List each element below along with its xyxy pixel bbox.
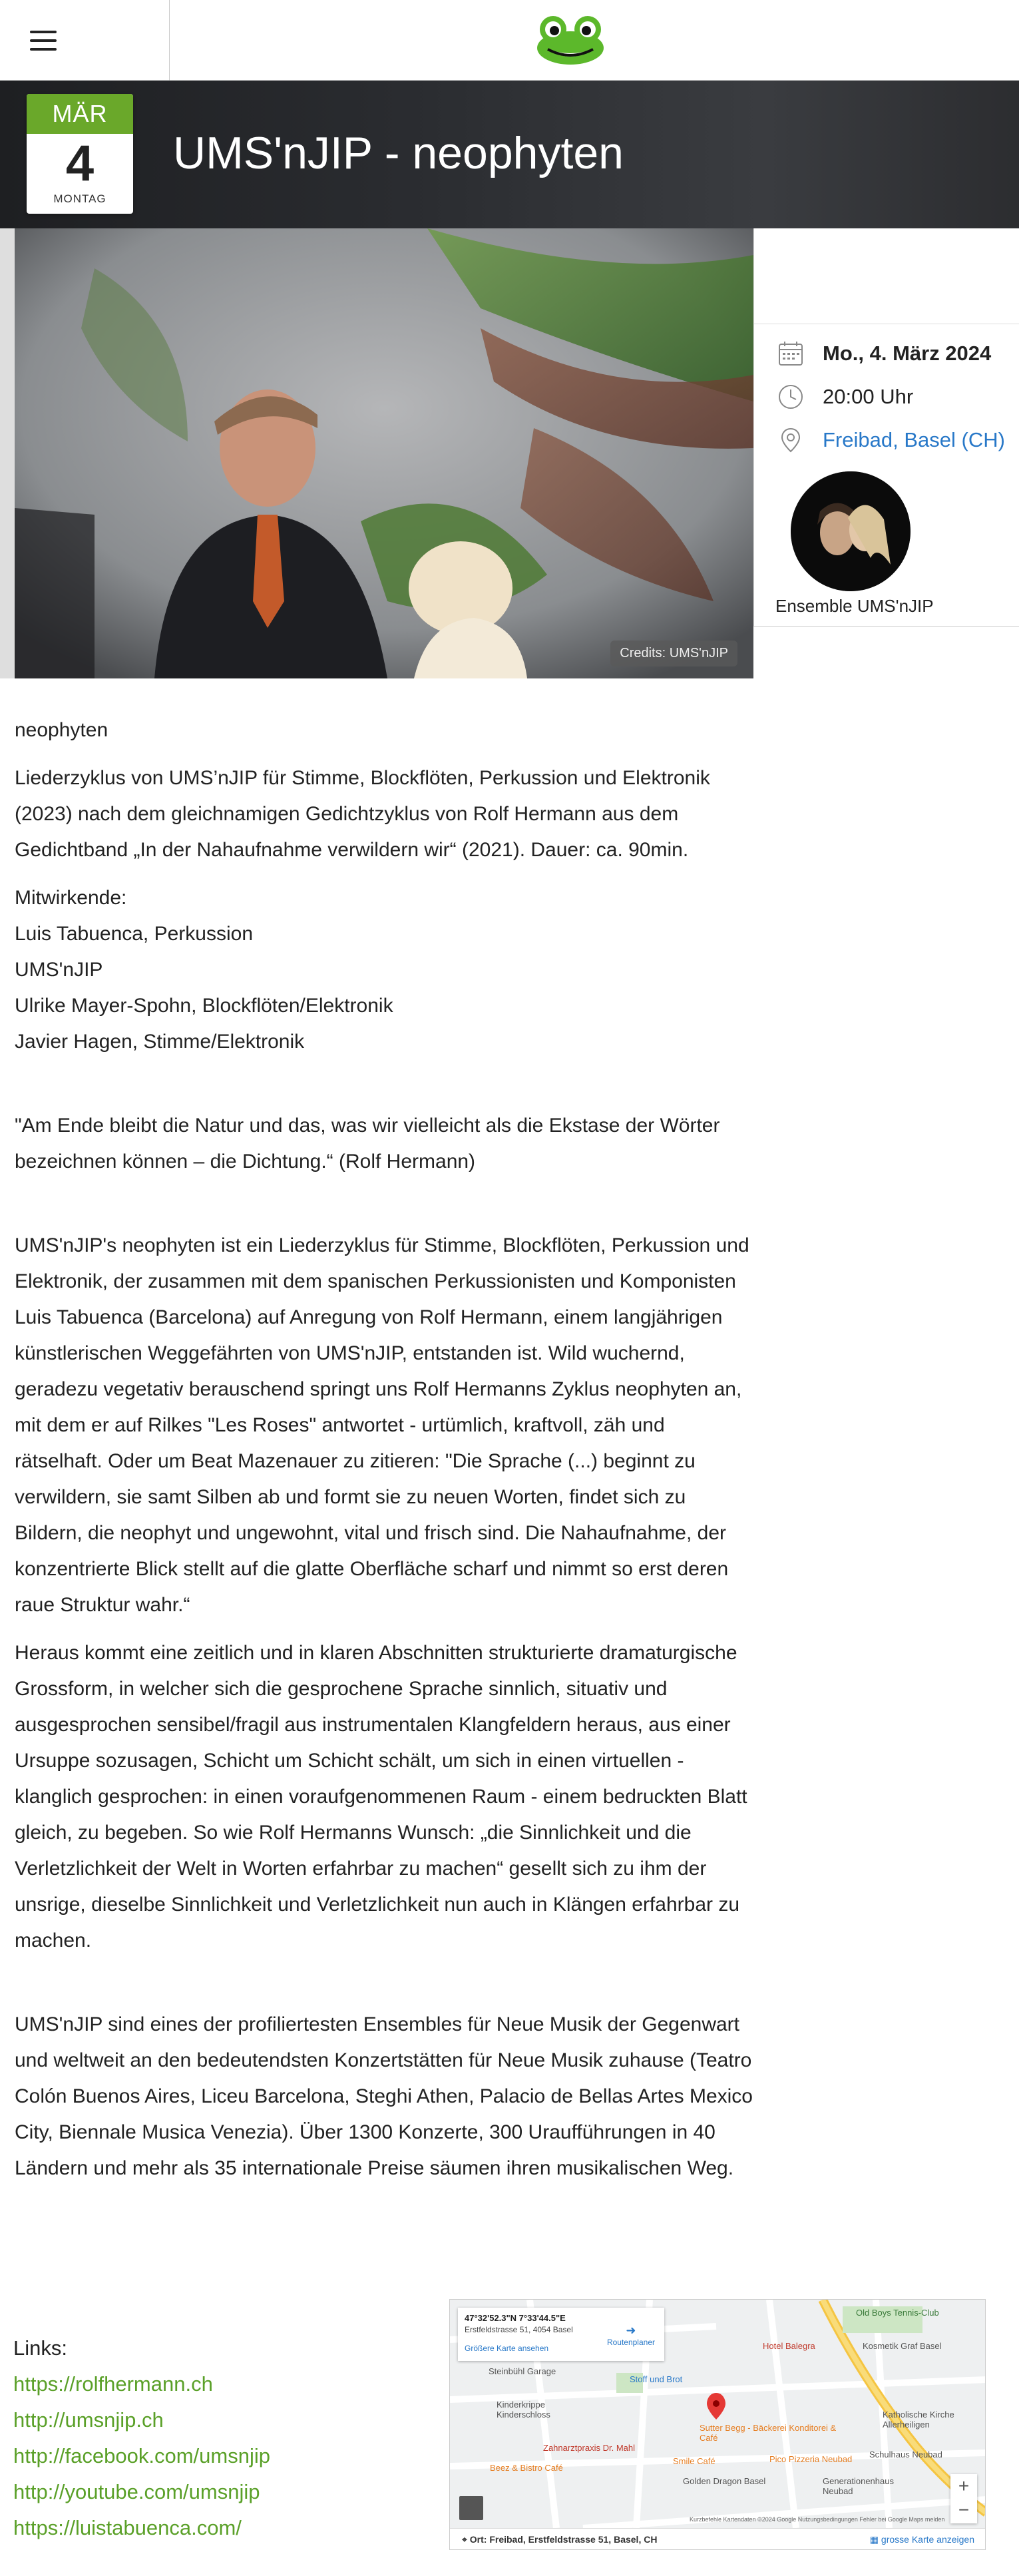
title-band [0, 81, 1019, 228]
date-day: 4 [65, 135, 95, 192]
participant-item: Ulrike Mayer-Spohn, Blockflöten/Elektronik [15, 995, 393, 1017]
intro-text: Liederzyklus von UMS’nJIP für Stimme, Blockflöten, Perkussion und Elektronik (2023) nach dem gleichnamigen Gedichtzyklus von Rolf Hermann aus dem Gedichtband „In der Nahaufnahme verwildern wir“ (2021). Dauer: ca. 90min. [15, 767, 710, 861]
link-luistabuenca[interactable]: https://luistabuenca.com/ [13, 2516, 242, 2539]
description-paragraph: UMS'nJIP's neophyten ist ein Liederzyklus für Stimme, Blockflöten, Perkussion und Elektronik, der zusammen mit dem spanischen Perkussionisten und Komponisten Luis Tabuenca (Barcelona) auf Anregung von Rolf Hermann, einem langjährigen künstlerischen Weggefährten von UMS'nJIP, entstanden ist. Wild wuchernd, geradezu vegetativ berauschend springt uns Rolf Hermanns Zyklus neophyten an, mit dem er auf Rilkes "Les Roses" antwortet - urtümlich, kraftvoll, zäh und rätselhaft. Oder um Beat Mazenauer zu zitieren: "Die Sprache (...) beginnt zu verwildern, sie samt Silben ab und formt sie zu neuen Worten, findet sich zu Bildern, die neophyt und ungewohnt, vital und frisch sind. Die Nahaufnahme, der konzentrierte Blick stellt auf die glatte Oberfläche scharf und nimmt so erst deren raue Struktur wahr.“ [15, 1234, 749, 1616]
date-weekday: MONTAG [53, 192, 106, 205]
date-month: MÄR [27, 94, 133, 134]
calendar-icon [777, 340, 804, 367]
ensemble-photo [791, 471, 911, 591]
location-map[interactable] [449, 2299, 986, 2550]
map-label: Sutter Begg - Bäckerei Konditorei & Café [700, 2423, 837, 2443]
pin-icon: ⌖ [462, 2534, 470, 2545]
quote-text: "Am Ende bleibt die Natur und das, was wir vielleicht als die Ekstase der Wörter bezeichnen können – die Dichtung.“ (Rolf Hermann) [15, 1115, 720, 1172]
spacer [15, 1192, 753, 1228]
big-map-link-text[interactable]: grosse Karte anzeigen [881, 2534, 974, 2545]
larger-map-link[interactable]: Größere Karte ansehen [465, 2344, 549, 2353]
hamburger-icon [30, 31, 57, 51]
map-label: Beez & Bistro Café [490, 2463, 563, 2473]
event-photo [15, 228, 753, 678]
link-rolfhermann[interactable]: https://rolfhermann.ch [13, 2372, 213, 2396]
description-paragraph: Heraus kommt eine zeitlich und in klaren Abschnitten strukturierte dramaturgische Grossform, in welcher sich die gesprochene Sprache sinnlich, situativ und ausgesprochen sensibel/fragil aus instrumentalen Klangfeldern heraus, aus einer Ursuppe sozusagen, Schicht um Schicht schält, um sich in einen virtuellen - klanglich gesprochen: in einen voraufgenommenen Raum - einem bedruckten Blatt gleich, zu begeben. So wie Rolf Hermanns Wunsch: „die Sinnlichkeit und die Verletzlichkeit der Welt in Worten erfahrbar zu machen“ gesellt sich zu ihm der unsrige, dieselbe Sinnlichkeit und Verletzlichkeit nun auch in Klängen erfahrbar zu machen. [15, 1642, 747, 1951]
event-title: UMS'nJIP - neophyten [173, 128, 624, 178]
event-time-text: 20:00 Uhr [823, 385, 914, 408]
ensemble-avatar[interactable] [791, 471, 911, 591]
participant-item: Javier Hagen, Stimme/Elektronik [15, 1031, 305, 1053]
map-label: Golden Dragon Basel [683, 2476, 766, 2486]
map-label: Zahnarztpraxis Dr. Mahl [543, 2443, 635, 2453]
top-bar [0, 0, 1019, 81]
zoom-out-button[interactable]: − [958, 2499, 970, 2520]
ensemble-name[interactable]: Ensemble UMS'nJIP [775, 596, 934, 616]
image-credits: Credits: UMS'nJIP [610, 641, 737, 666]
map-label: Pico Pizzeria Neubad [769, 2454, 853, 2464]
event-place-link[interactable] [777, 427, 1005, 453]
route-planner-label: Routenplaner [606, 2338, 655, 2347]
event-date [777, 340, 991, 367]
map-info-card [458, 2308, 664, 2361]
event-info-panel [753, 228, 1019, 627]
map-attribution: Kurzbefehle Kartendaten ©2024 Google Nutzungsbedingungen Fehler bei Google Maps melden [690, 2516, 945, 2523]
map-footer-address [462, 2534, 657, 2545]
map-footer-address-text: Ort: Freibad, Erstfeldstrasse 51, Basel, CH [469, 2534, 658, 2545]
participant-item: Luis Tabuenca, Perkussion [15, 923, 254, 945]
spacer [15, 1971, 753, 2007]
directions-icon: ➜ [626, 2324, 636, 2337]
event-date-text: Mo., 4. März 2024 [823, 342, 992, 365]
participants-list [15, 880, 753, 1060]
event-place-text[interactable]: Freibad, Basel (CH) [823, 428, 1005, 451]
zoom-in-button[interactable]: + [958, 2475, 970, 2496]
map-zoom-controls[interactable] [950, 2474, 977, 2523]
description-paragraph: UMS'nJIP sind eines der profiliertesten Ensembles für Neue Musik der Gegenwart und weltweit an den bedeutendsten Konzertstätten für Neue Musik zuhause (Teatro Colón Buenos Aires, Liceu Barcelona, Steghi Athen, Palacio de Bellas Artes Mexico City, Biennale Musica Venezia). Über 1300 Konzerte, 300 Uraufführungen in 40 Ländern und mehr als 35 internationale Preise säumen ihren musikalischen Weg. [15, 2013, 753, 2179]
map-label: Schulhaus Neubad [869, 2449, 942, 2459]
location-pin-icon [777, 427, 804, 453]
map-icon: ▦ [869, 2534, 881, 2545]
map-coordinates: 47°32'52.3"N 7°33'44.5"E [465, 2313, 566, 2323]
map-label: Stoff und Brot [630, 2374, 683, 2384]
map-label: Generationenhaus Neubad [823, 2476, 894, 2496]
clock-icon [777, 384, 804, 410]
event-description [15, 712, 753, 2198]
menu-button[interactable] [0, 0, 170, 81]
date-badge [27, 94, 133, 214]
link-youtube[interactable]: http://youtube.com/umsnjip [13, 2480, 260, 2503]
map-footer [450, 2528, 986, 2550]
big-map-link[interactable] [870, 2534, 974, 2545]
map-label: Smile Café [673, 2456, 715, 2466]
participants-label: Mitwirkende: [15, 887, 127, 909]
map-label: Hotel Balegra [763, 2341, 815, 2351]
map-address: Erstfeldstrasse 51, 4054 Basel [465, 2325, 573, 2334]
map-label: Old Boys Tennis-Club [856, 2308, 939, 2318]
map-label: Kosmetik Graf Basel [863, 2341, 942, 2351]
map-label: Katholische Kirche Allerheiligen [883, 2410, 954, 2430]
event-image [15, 228, 753, 678]
map-label: Steinbühl Garage [489, 2366, 556, 2376]
frog-logo-icon[interactable] [536, 15, 605, 65]
hero-margin [0, 228, 15, 678]
participant-item: UMS'nJIP [15, 959, 103, 981]
map-label: Kinderkrippe Kinderschloss [497, 2400, 550, 2420]
link-umsnjip[interactable]: http://umsnjip.ch [13, 2408, 164, 2432]
links-label: Links: [13, 2336, 67, 2360]
route-planner-button[interactable] [607, 2324, 655, 2347]
link-facebook[interactable]: http://facebook.com/umsnjip [13, 2444, 270, 2467]
links-section [13, 2330, 413, 2546]
spacer [15, 1072, 753, 1108]
intro-title: neophyten [15, 719, 108, 741]
event-time [777, 384, 913, 410]
